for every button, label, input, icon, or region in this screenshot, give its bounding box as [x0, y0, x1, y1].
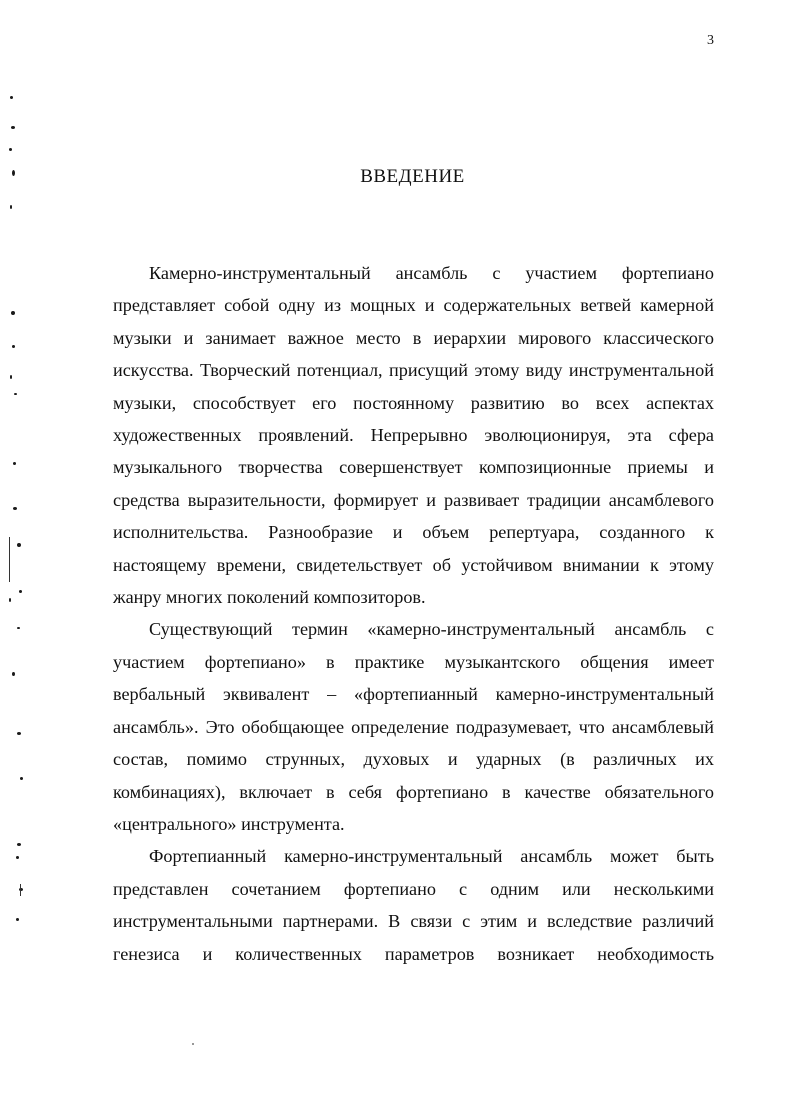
scan-speck	[13, 462, 16, 465]
page-heading: ВВЕДЕНИЕ	[360, 166, 465, 187]
scan-speck	[14, 393, 17, 395]
scan-speck	[13, 507, 17, 510]
scan-speck	[19, 590, 22, 593]
body-text	[113, 257, 714, 970]
scan-speck	[17, 627, 20, 629]
scan-speck	[12, 345, 15, 348]
scan-speck	[11, 311, 15, 315]
scan-speck	[10, 205, 12, 209]
scan-speck	[12, 170, 15, 176]
scan-speck	[17, 732, 21, 735]
scan-speck	[17, 543, 21, 547]
scan-line	[9, 537, 10, 582]
scan-speck	[20, 777, 23, 780]
paragraph: Фортепианный камерно-инструментальный ансамбль может быть представлен сочетанием фортепиано с одним или несколькими инструментальными партнерами. В связи с этим и вследствие различий генезиса и количественных параметров возникает необходимость	[113, 846, 714, 964]
scan-speck	[9, 598, 11, 602]
paragraph: Существующий термин «камерно-инструментальный ансамбль с участием фортепиано» в практике музыкантского общения имеет вербальный эквивалент – «фортепианный камерно-инструментальный ансамбль». Это обобщающее определение подразумевает, что ансамблевый состав, помимо струнных, духовых и ударных (в различных их комбинациях), включает в себя фортепиано в качестве обязательного «центрального» инструмента.	[113, 619, 714, 834]
scan-speck	[10, 96, 13, 99]
scan-speck	[192, 1043, 194, 1045]
scan-speck	[16, 918, 19, 921]
page-number: 3	[707, 33, 714, 48]
scan-speck	[17, 843, 21, 846]
scan-speck	[11, 126, 15, 129]
scan-speck	[16, 856, 19, 859]
scan-speck	[10, 375, 12, 379]
scan-speck	[9, 148, 12, 151]
paragraph: Камерно-инструментальный ансамбль с участием фортепиано представляет собой одну из мощных и содержательных ветвей камерной музыки и занимает важное место в иерархии мирового классического искусства. Творческий потенциал, присущий этому виду инструментальной музыки, способствует его постоянному развитию во всех аспектах художественных проявлений. Непрерывно эволюционируя, эта сфера музыкального творчества совершенствует композиционные приемы и средства выразительности, формирует и развивает традиции ансамблевого исполнительства. Разнообразие и объем репертуара, созданного к настоящему времени, свидетельствует об устойчивом внимании к этому жанру многих поколений композиторов.	[113, 263, 714, 608]
scan-line	[20, 884, 21, 896]
scan-speck	[12, 672, 15, 676]
